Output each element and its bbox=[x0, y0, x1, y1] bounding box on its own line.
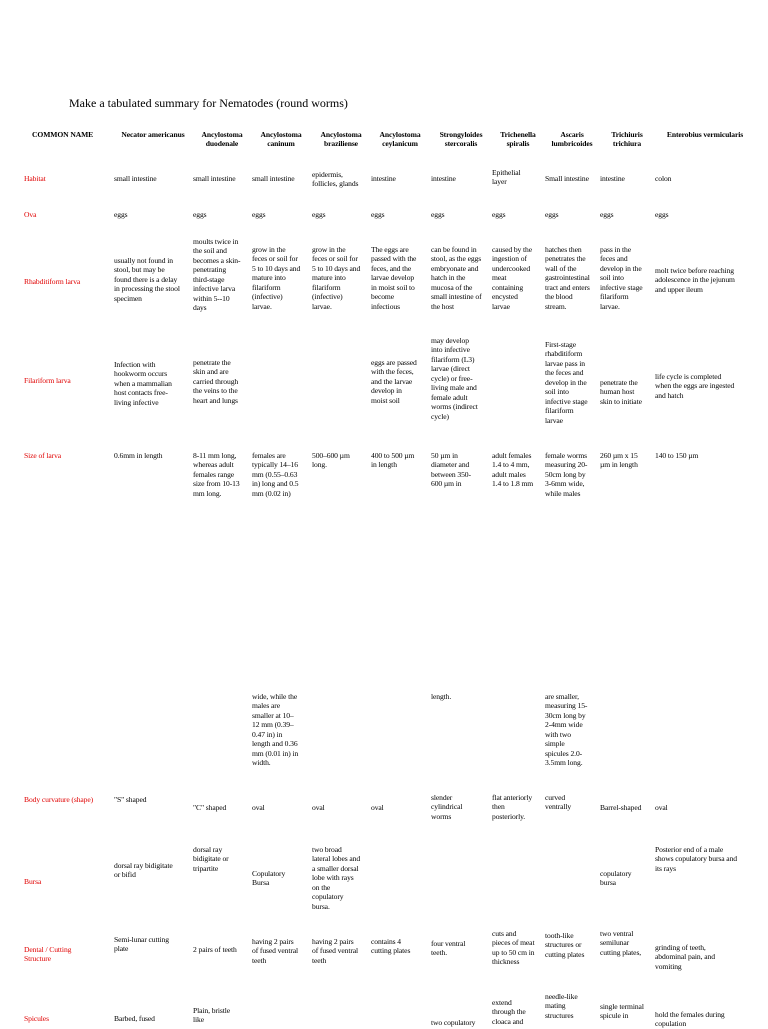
table-cell: small intestine bbox=[193, 174, 236, 183]
table-cell: usually not found in stool, but may be found there is a delay in processing the stool specimen bbox=[114, 256, 180, 303]
row-label: Dental / Cutting Structure bbox=[24, 945, 72, 964]
table-cell: length. bbox=[431, 692, 452, 701]
table-cell: eggs bbox=[193, 210, 207, 219]
row-label: Ova bbox=[24, 210, 37, 219]
table-cell: eggs bbox=[312, 210, 326, 219]
table-cell: intestine bbox=[431, 174, 456, 183]
row-label: Filariform larva bbox=[24, 376, 71, 385]
table-cell: grow in the feces or soil for 5 to 10 days and mature into filariform (infective) larvae. bbox=[312, 245, 361, 311]
table-cell: grinding of teeth, abdominal pain, and vomiting bbox=[655, 943, 715, 971]
table-cell: Posterior end of a male shows copulatory bursa and its rays bbox=[655, 845, 737, 873]
table-cell: 2 pairs of teeth bbox=[193, 945, 237, 954]
table-cell: Semi-lunar cutting plate bbox=[114, 935, 169, 954]
column-header: Ancylostoma caninum bbox=[260, 130, 302, 149]
table-cell: epidermis, follicles, glands bbox=[312, 170, 359, 189]
table-cell: Small intestine bbox=[545, 174, 589, 183]
row-label: Body curvature (shape) bbox=[24, 795, 94, 804]
table-cell: 0.6mm in length bbox=[114, 451, 163, 460]
table-cell: The eggs are passed with the feces, and the larvae develop in moist soil to become infectious bbox=[371, 245, 417, 311]
column-header: Ancylostoma braziliense bbox=[320, 130, 362, 149]
table-cell: four ventral teeth. bbox=[431, 939, 466, 958]
table-cell: females are typically 14–16 mm (0.55–0.63 in) long and 0.5 mm (0.02 in) bbox=[252, 451, 299, 498]
table-cell: two ventral semilunar cutting plates, bbox=[600, 929, 642, 957]
column-header: COMMON NAME bbox=[32, 130, 94, 139]
table-cell: Infection with hookworm occurs when a mammalian host contacts free- living infective bbox=[114, 360, 172, 407]
row-label: Habitat bbox=[24, 174, 46, 183]
table-cell: needle-like mating structures bbox=[545, 992, 578, 1020]
table-cell: grow in the feces or soil for 5 to 10 days and mature into filariform (infective) larvae. bbox=[252, 245, 301, 311]
table-cell: slender cylindrical worms bbox=[431, 793, 463, 821]
table-cell: single terminal spicule in bbox=[600, 1002, 644, 1021]
table-cell: 8-11 mm long, whereas adult females range size from 10-13 mm long. bbox=[193, 451, 240, 498]
page-title: Make a tabulated summary for Nematodes (round worms) bbox=[69, 96, 348, 110]
table-cell: hatches then penetrates the wall of the gastrointestinal tract and enters the blood stream. bbox=[545, 245, 590, 311]
table-cell: molt twice before reaching adolescence in the jejunum and upper ileum bbox=[655, 266, 735, 294]
table-cell: eggs bbox=[600, 210, 614, 219]
table-cell: flat anteriorly then posteriorly. bbox=[492, 793, 533, 821]
table-cell: Barrel-shaped bbox=[600, 803, 642, 812]
table-cell: may develop into infective filariform (L3) larvae (direct cycle) or free- living male and female adult worms (indirect cycle) bbox=[431, 336, 478, 421]
table-cell: oval bbox=[655, 803, 668, 812]
row-label: Size of larva bbox=[24, 451, 62, 460]
table-cell: caused by the ingestion of undercooked meat containing encysted larvae bbox=[492, 245, 533, 311]
table-cell: Copulatory Bursa bbox=[252, 869, 286, 888]
table-cell: 50 µm in diameter and between 350- 600 µm in bbox=[431, 451, 471, 489]
table-cell: two copulatory bbox=[431, 1018, 476, 1027]
table-cell: moults twice in the soil and becomes a skin- penetrating third-stage infective larva within 5--10 days bbox=[193, 237, 241, 313]
table-cell: hold the females during copulation bbox=[655, 1010, 725, 1029]
table-cell: eggs bbox=[114, 210, 128, 219]
table-cell: pass in the feces and develop in the soil into infective stage filariform larvae. bbox=[600, 245, 643, 311]
column-header: Enterobius vermicularis bbox=[666, 130, 744, 139]
table-cell: Barbed, fused bbox=[114, 1014, 155, 1023]
table-cell: extend through the cloaca and bbox=[492, 998, 526, 1026]
column-header: Necator americanus bbox=[121, 130, 185, 139]
table-cell: penetrate the human host skin to initiate bbox=[600, 378, 642, 406]
table-cell: copulatory bursa bbox=[600, 869, 632, 888]
table-cell: curved ventrally bbox=[545, 793, 572, 812]
table-cell: Epithelial layer bbox=[492, 168, 521, 187]
table-cell: eggs bbox=[431, 210, 445, 219]
column-header: Trichenella spiralis bbox=[500, 130, 536, 149]
table-cell: small intestine bbox=[114, 174, 157, 183]
table-cell: intestine bbox=[371, 174, 396, 183]
table-cell: life cycle is completed when the eggs are ingested and hatch bbox=[655, 372, 735, 400]
table-cell: eggs bbox=[492, 210, 506, 219]
table-cell: First-stage rhabditiform larvae pass in the feces and develop in the soil into infective stage filariform larvae bbox=[545, 340, 588, 425]
row-label: Spicules bbox=[24, 1014, 49, 1023]
column-header: Ancylostoma ceylanicum bbox=[379, 130, 421, 149]
table-cell: female worms measuring 20- 50cm long by 3-6mm wide, while males bbox=[545, 451, 588, 498]
column-header: Ascaris lumbricoides bbox=[551, 130, 593, 149]
column-header: Ancylostoma duodenale bbox=[201, 130, 243, 149]
row-label: Rhabditiform larva bbox=[24, 277, 81, 286]
table-cell: colon bbox=[655, 174, 672, 183]
table-cell: eggs are passed with the feces, and the larvae develop in moist soil bbox=[371, 358, 417, 405]
table-cell: Plain, bristle like bbox=[193, 1006, 230, 1025]
table-cell: can be found in stool, as the eggs embryonate and hatch in the mucosa of the small intestine of the host bbox=[431, 245, 482, 311]
table-cell: adult females 1.4 to 4 mm, adult males 1.4 to 1.8 mm bbox=[492, 451, 534, 489]
table-cell: 260 µm x 15 µm in length bbox=[600, 451, 638, 470]
table-cell: 400 to 500 µm in length bbox=[371, 451, 415, 470]
table-cell: contains 4 cutting plates bbox=[371, 937, 411, 956]
table-cell: "C" shaped bbox=[193, 803, 227, 812]
table-cell: having 2 pairs of fused ventral teeth bbox=[312, 937, 359, 965]
table-cell: intestine bbox=[600, 174, 625, 183]
table-cell: eggs bbox=[545, 210, 559, 219]
table-cell: oval bbox=[312, 803, 325, 812]
column-header: Trichiuris trichiura bbox=[611, 130, 643, 149]
table-cell: tooth-like structures or cutting plates bbox=[545, 931, 585, 959]
table-cell: two broad lateral lobes and a smaller dorsal lobe with rays on the copulatory bursa. bbox=[312, 845, 361, 911]
table-cell: "S" shaped bbox=[114, 795, 147, 804]
table-cell: wide, while the males are smaller at 10– 12 mm (0.39– 0.47 in) in length and 0.36 mm (0.01 in) in width. bbox=[252, 692, 299, 768]
table-cell: having 2 pairs of fused ventral teeth bbox=[252, 937, 299, 965]
table-cell: eggs bbox=[371, 210, 385, 219]
column-header: Strongyloides stercoralis bbox=[439, 130, 483, 149]
table-cell: dorsal ray bidigitate or tripartite bbox=[193, 845, 229, 873]
table-cell: penetrate the skin and are carried through the veins to the heart and lungs bbox=[193, 358, 239, 405]
table-cell: oval bbox=[371, 803, 384, 812]
table-cell: eggs bbox=[655, 210, 669, 219]
table-cell: oval bbox=[252, 803, 265, 812]
table-cell: small intestine bbox=[252, 174, 295, 183]
table-cell: 140 to 150 µm bbox=[655, 451, 699, 460]
table-cell: 500–600 µm long. bbox=[312, 451, 350, 470]
table-cell: cuts and pieces of meat up to 50 cm in thickness bbox=[492, 929, 535, 967]
table-cell: dorsal ray bidigitate or bifid bbox=[114, 861, 173, 880]
row-label: Bursa bbox=[24, 877, 42, 886]
table-cell: eggs bbox=[252, 210, 266, 219]
table-cell: are smaller, measuring 15- 30cm long by 2-4mm wide with two simple spicules 2.0- 3.5mm long. bbox=[545, 692, 588, 768]
